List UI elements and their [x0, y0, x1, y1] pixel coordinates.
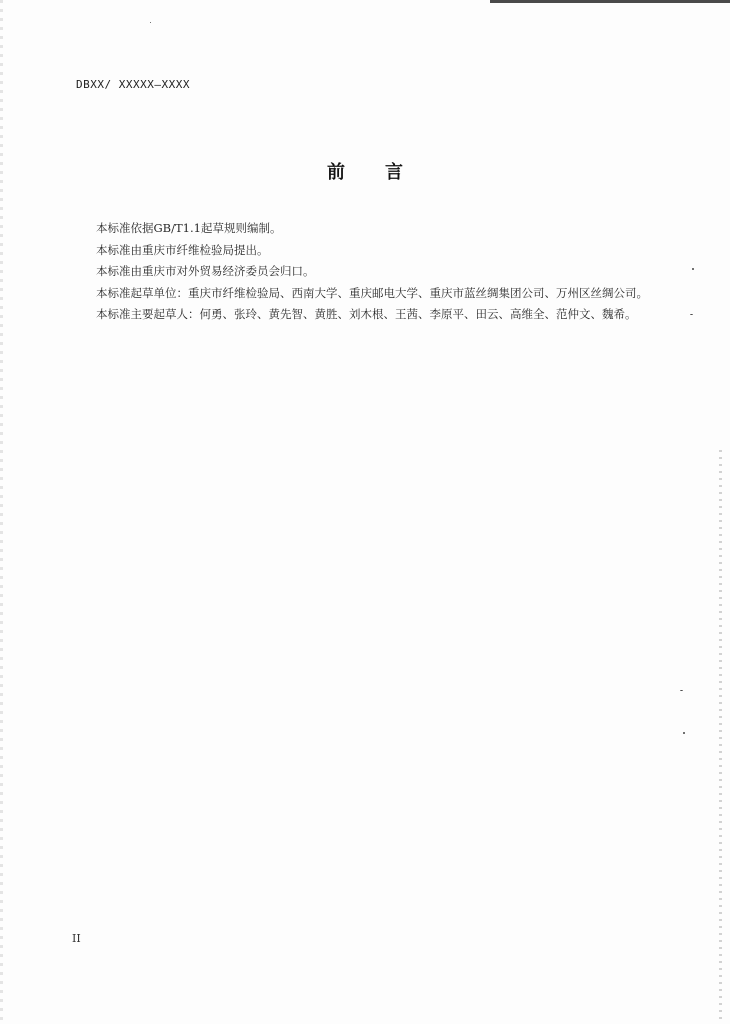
- scan-speck: [680, 690, 683, 691]
- scan-edge-top: [490, 0, 730, 3]
- scan-speck: [690, 314, 693, 315]
- paragraph-drafters: 本标准主要起草人：何勇、张玲、黄先智、黄胜、刘木根、王茜、李原平、田云、高维全、范仲文、魏希。: [96, 307, 637, 321]
- foreword-heading: [0, 158, 730, 184]
- scan-speck: [683, 732, 685, 734]
- scan-edge-right: [719, 450, 722, 1024]
- paragraph-proposer: 本标准由重庆市纤维检验局提出。: [96, 242, 269, 257]
- paragraph-administrator: 本标准由重庆市对外贸易经济委员会归口。: [96, 264, 315, 278]
- heading-char-2: 言: [385, 162, 403, 183]
- paragraph-drafting-units: 本标准起草单位：重庆市纤维检验局、西南大学、重庆邮电大学、重庆市蓝丝绸集团公司、万州区丝绸公司。: [96, 285, 648, 300]
- scan-speck: [692, 268, 694, 270]
- paragraph-drafting-rules: 本标准依据GB/T1.1起草规则编制。: [96, 221, 282, 235]
- document-code: DBXX/ XXXXX—XXXX: [76, 78, 190, 91]
- scan-speck: [150, 22, 151, 23]
- scan-edge-left: [0, 0, 3, 1024]
- page-number: II: [72, 932, 81, 945]
- foreword-body: [72, 218, 656, 326]
- heading-char-1: 前: [327, 162, 345, 183]
